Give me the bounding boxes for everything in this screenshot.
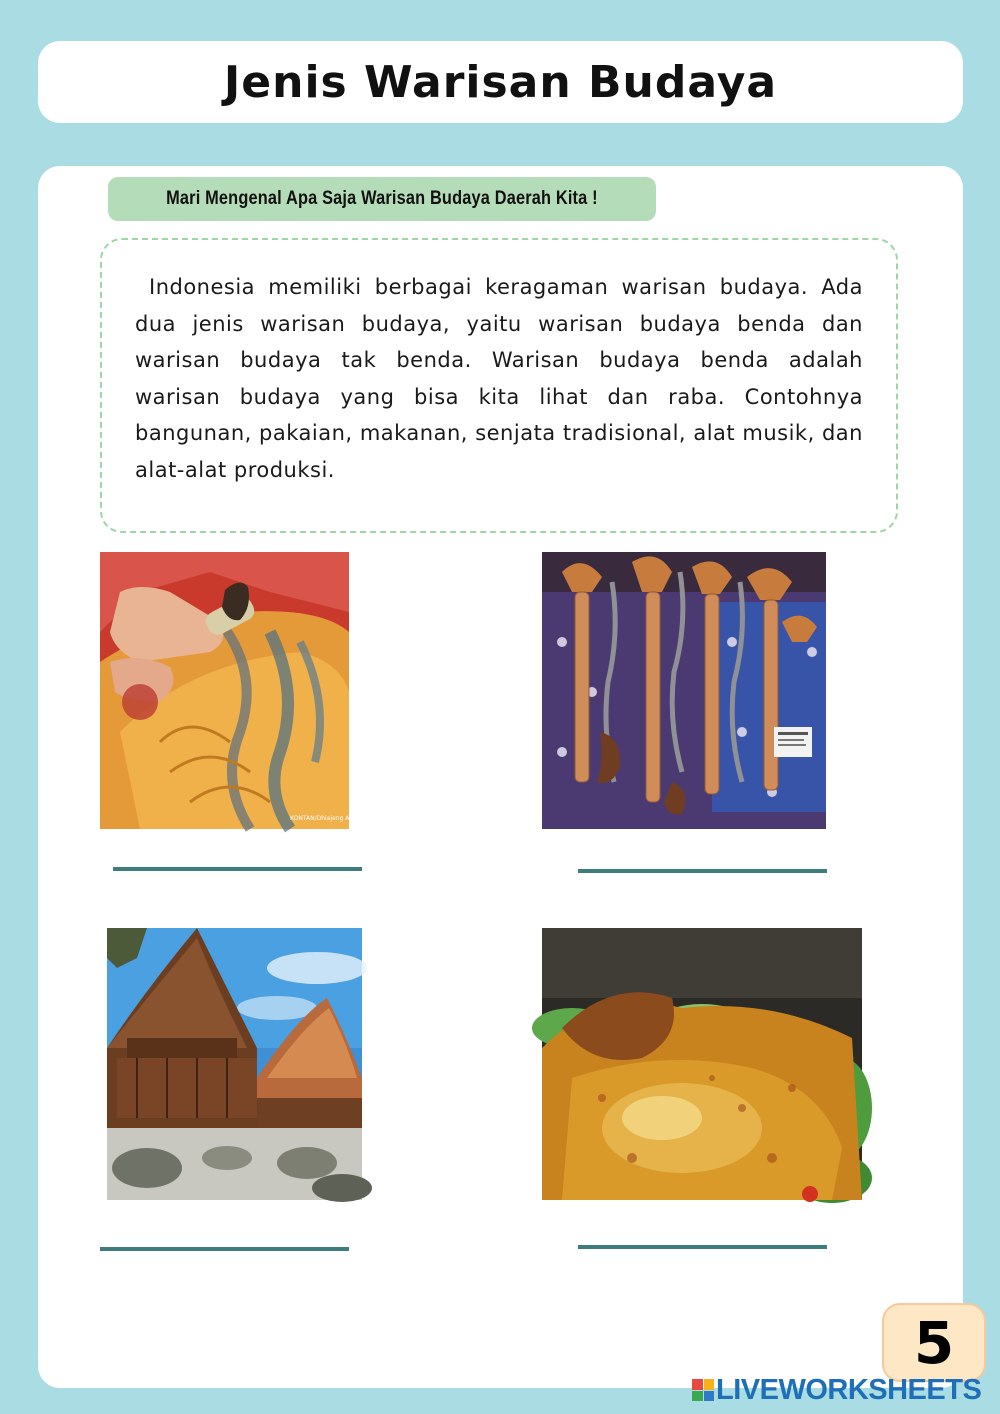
description-paragraph: Indonesia memiliki berbagai keragaman warisan budaya. Ada dua jenis warisan budaya, yaitu warisan budaya benda dan warisan budaya tak benda. Warisan budaya benda adalah warisan budaya yang bisa kita lihat dan raba. Contohnya bangunan, pakaian, makanan, senjata tradisional, alat musik, dan alat-alat produksi. (135, 275, 863, 482)
answer-line-4[interactable] (578, 1245, 827, 1249)
section-badge (108, 177, 656, 221)
rendang-illustration (542, 928, 862, 1200)
description-box (100, 238, 898, 533)
answer-line-1[interactable] (113, 867, 362, 871)
rumah-adat-photo (107, 928, 362, 1200)
liveworksheets-wordmark: LIVEWORKSHEETS (716, 1373, 982, 1406)
answer-line-2[interactable] (578, 869, 827, 873)
rendang-photo (542, 928, 862, 1200)
keris-photo (542, 552, 826, 829)
batik-photo-credit: KONTAN/Dhiajeng A. Muchtar (290, 815, 378, 822)
page-number-badge (882, 1303, 986, 1382)
page-number: 5 (913, 1308, 955, 1377)
keris-illustration (542, 552, 826, 829)
page-title: Jenis Warisan Budaya (223, 56, 778, 108)
batik-photo (100, 552, 378, 829)
batik-illustration (100, 552, 378, 829)
answer-line-3[interactable] (100, 1247, 349, 1251)
section-badge-label: Mari Mengenal Apa Saja Warisan Budaya Daerah Kita ! (166, 188, 598, 209)
title-card (38, 41, 963, 123)
liveworksheets-icon (692, 1379, 714, 1401)
liveworksheets-logo (692, 1372, 981, 1408)
rumah-adat-illustration (107, 928, 362, 1200)
